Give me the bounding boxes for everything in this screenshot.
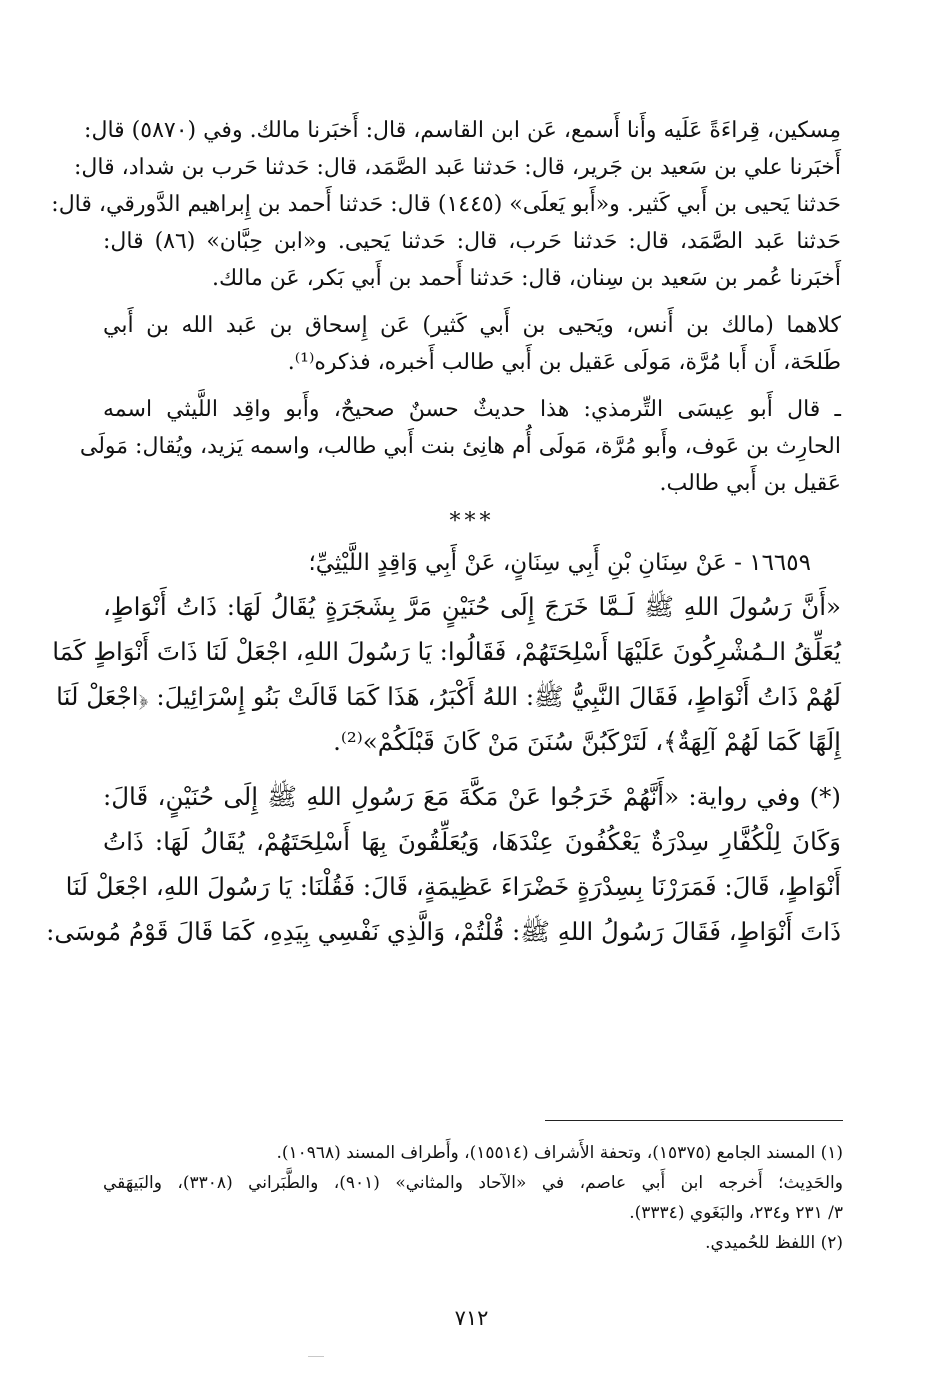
riwaya-text	[46, 774, 841, 954]
hadith-line: (*) وفي رواية: «أَنَّهُمْ خَرَجُوا عَنْ مَكَّةَ مَعَ رَسُولِ اللهِ ﷺ إِلَى حُنَيْنٍ، قَالَ:	[103, 782, 841, 811]
footnotes	[103, 1138, 843, 1258]
footnote-1-line: (١) المسند الجامع (١٥٣٧٥)، وتحفة الأَشراف (١٥٥١٤)، وأَطراف المسند (١٠٩٦٨).	[276, 1143, 843, 1163]
section-separator: ***	[449, 509, 495, 534]
text-line: حَدثنا يَحيى بن أَبي كَثير. و«أَبو يَعلَى» (١٤٤٥) قال: حَدثنا أَحمد بن إِبراهيم الدَّورقي، قال:	[51, 192, 841, 217]
text-line: عَقيل بن أَبي طالب.	[659, 471, 841, 496]
hadith-line: «أَنَّ رَسُولَ اللهِ ﷺ لَـمَّا خَرَجَ إِلَى حُنَيْنٍ مَرَّ بِشَجَرَةٍ يُقَالُ لَهَا: ذَاتُ أَنْوَاطٍ،	[103, 592, 841, 621]
text-line: طَلحَة، أَن أَبا مُرَّة، مَولَى عَقيل بن أَبي طالب أَخبره، فذكره⁽¹⁾.	[287, 350, 841, 375]
hadith-line: وَكَانَ لِلْكُفَّارِ سِدْرَةٌ يَعْكُفُونَ عِنْدَهَا، وَيُعَلِّقُونَ بِهَا أَسْلِحَتَهُمْ، يُقَالُ لَهَا: ذَاتُ	[103, 827, 841, 856]
hadith-heading: ١٦٦٥٩ - عَنْ سِنَانِ بْنِ أَبِي سِنَانٍ، عَنْ أَبِي وَاقِدٍ اللَّيْثِيِّ؛	[308, 550, 811, 576]
text-line: أَخبَرنا علي بن سَعيد بن جَرير، قال: حَدثنا عَبد الصَّمَد، قال: حَدثنا حَرب بن شداد، قال:	[74, 155, 841, 180]
hadith-line: أَنْوَاطٍ، قَالَ: فَمَرَرْنَا بِسِدْرَةٍ خَضْرَاءَ عَظِيمَةٍ، قَالَ: فَقُلْنَا: يَا رَسُولَ اللهِ، اجْعَلْ لَنَا	[65, 872, 841, 901]
text-line: حَدثنا عَبد الصَّمَد، قال: حَدثنا حَرب، قال: حَدثنا يَحيى. و«ابن حِبَّان» (٨٦) قال:	[103, 229, 841, 254]
hadith-line: لَهُمْ ذَاتُ أَنْوَاطٍ، فَقَالَ النَّبِيُّ ﷺ: اللهُ أَكْبَرُ، هَذَا كَمَا قَالَتْ بَنُو إِسْرَائِيلَ: ﴿اجْعَلْ لَنَا	[56, 682, 841, 711]
text-line: كلاهما (مالك بن أَنس، ويَحيى بن أَبي كَثير) عَن إِسحاق بن عَبد الله بن أَبي	[103, 313, 841, 338]
page-number: ٧١٢	[454, 1306, 489, 1330]
footnote-2: (٢) اللفظ للحُميدي.	[705, 1233, 843, 1253]
hadith-line: يُعَلِّقُ الـمُشْرِكُونَ عَلَيْهَا أَسْلِحَتَهُمْ، فَقَالُوا: يَا رَسُولَ اللهِ، اجْعَلْ لَنَا ذَاتَ أَنْوَاطٍ كَمَا	[52, 637, 841, 666]
text-line: أَخبَرنا عُمر بن سَعيد بن سِنان، قال: حَدثنا أَحمد بن أَبي بَكر، عَن مالك.	[212, 266, 841, 291]
paragraph-isnad	[51, 112, 841, 297]
paragraph-kilahuma	[103, 307, 841, 381]
page-mark	[308, 1356, 324, 1357]
text-line: ـ قال أَبو عِيسَى التِّرمذي: هذا حديثٌ حسنٌ صحيحٌ، وأَبو واقِد اللَّيثي اسمه	[103, 397, 841, 422]
footnote-1-line: ٣/ ٢٣١ و٢٣٤، والبَغَوي (٣٣٣٤).	[629, 1203, 843, 1223]
footnote-1-line: والحَدِيث؛ أَخرجه ابن أَبي عاصم، في «الآحاد والمثاني» (٩٠١)، والطَّبَراني (٣٣٠٨)، والبَيهَقي	[103, 1173, 843, 1193]
hadith-line: ذَاتَ أَنْوَاطٍ، فَقَالَ رَسُولُ اللهِ ﷺ: قُلْتُمْ، وَالَّذِي نَفْسِي بِيَدِهِ، كَمَا قَالَ قَوْمُ مُوسَى:	[46, 917, 841, 946]
hadith-text	[52, 584, 841, 764]
text-line: الحارِث بن عَوف، وأَبو مُرَّة، مَولَى أُم هانِئ بنت أَبي طالب، واسمه يَزيد، ويُقال: مَولَى	[79, 434, 841, 459]
hadith-line: إِلَهًا كَمَا لَهُمْ آلِهَةٌ﴾، لَتَرْكَبُنَّ سُنَنَ مَنْ كَانَ قَبْلَكُمْ»⁽²⁾.	[333, 727, 841, 756]
page-body	[46, 112, 841, 954]
text-line: مِسكين، قِراءَةً عَلَيه وأَنا أَسمع، عَن ابن القاسم، قال: أَخبَرنا مالك. وفي (٥٨٧٠) قال:	[84, 118, 841, 143]
paragraph-tirmidhi-comment	[79, 391, 841, 502]
footnote-divider	[545, 1120, 843, 1121]
